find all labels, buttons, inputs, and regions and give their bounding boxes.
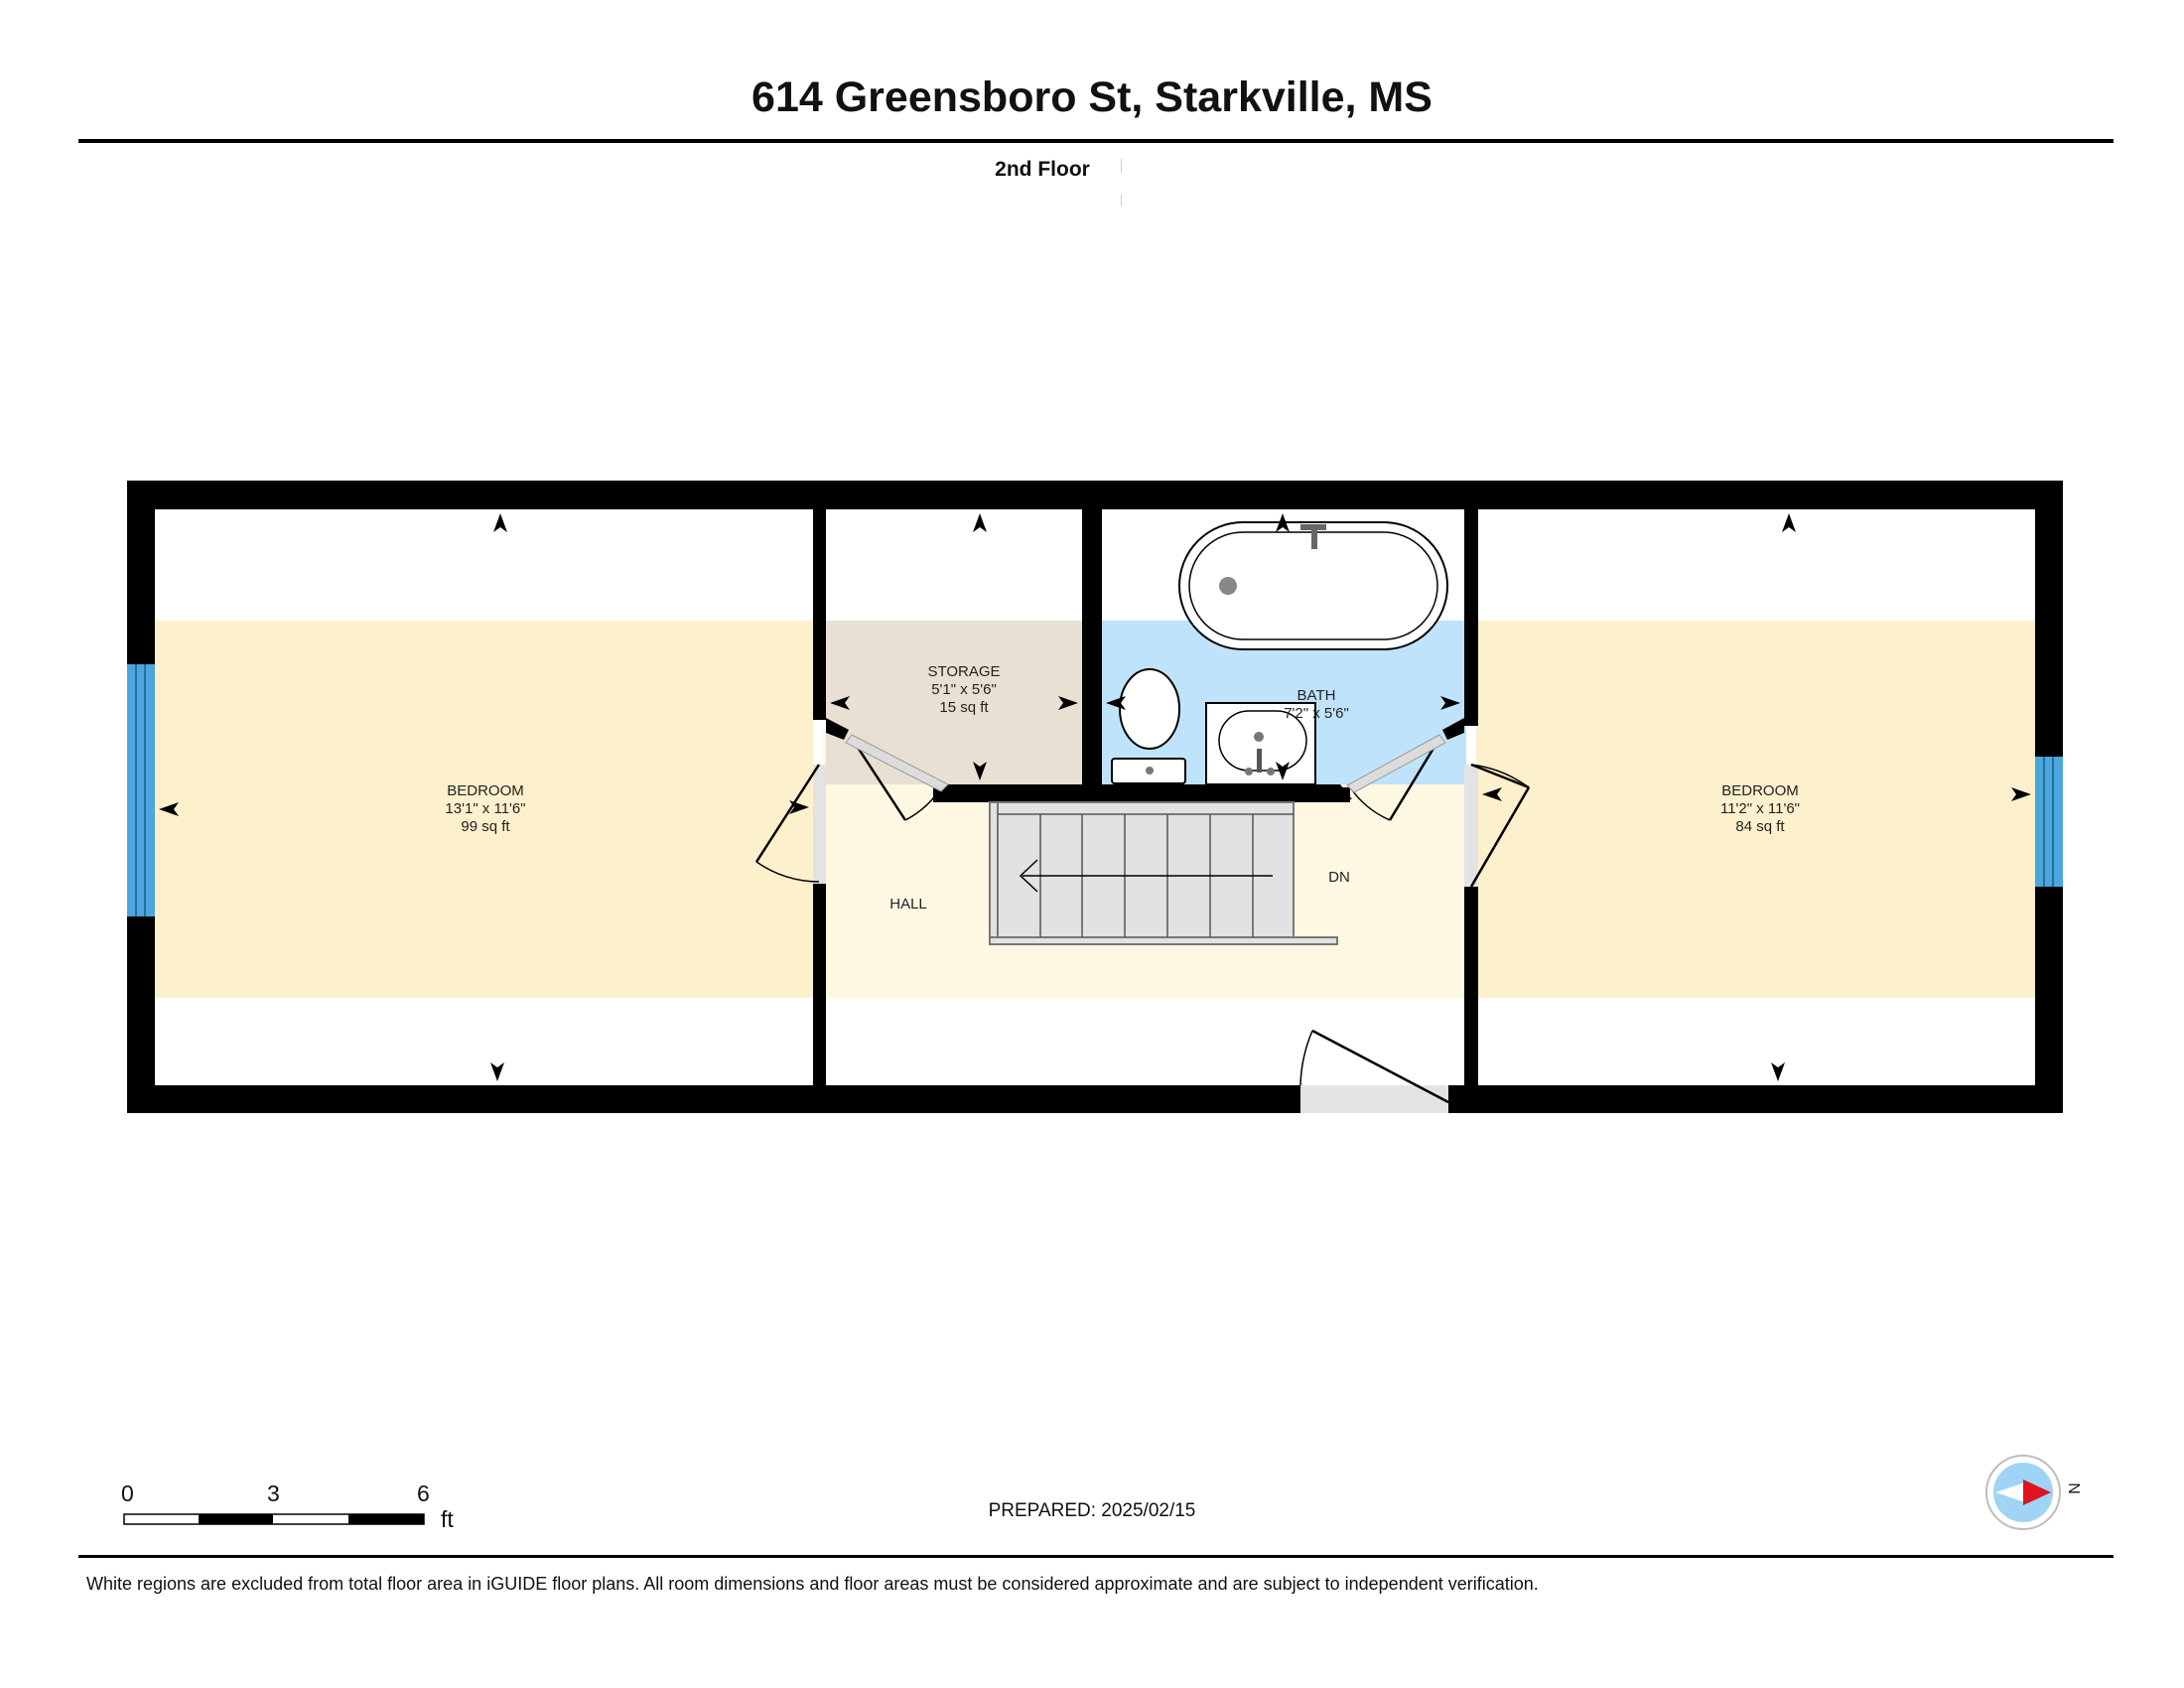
stairs <box>990 802 1337 944</box>
floor-label: 2nd Floor <box>995 158 1090 181</box>
compass <box>1983 1455 2093 1549</box>
door-opening-left <box>813 765 826 884</box>
bedroom-right-area: 84 sq ft <box>1735 818 1785 835</box>
bath-dims: 7'2" x 5'6" <box>1284 705 1349 722</box>
door-opening-right <box>1464 765 1478 887</box>
storage-name: STORAGE <box>927 663 1001 680</box>
window-left <box>127 664 155 916</box>
storage-dims: 5'1" x 5'6" <box>931 681 997 698</box>
compass-north-label: N <box>2064 1482 2082 1494</box>
bedroom-left-name: BEDROOM <box>447 782 524 799</box>
compass-icon <box>1983 1455 2093 1544</box>
hall-name: HALL <box>889 896 927 913</box>
scale-tick-6: 6 <box>417 1480 430 1506</box>
storage-area: 15 sq ft <box>939 699 989 716</box>
window-right <box>2035 757 2063 887</box>
scale-bar <box>124 1514 424 1524</box>
prepared-date: PREPARED: 2025/02/15 <box>988 1500 1196 1521</box>
bedroom-right-name: BEDROOM <box>1721 782 1799 799</box>
footer-rule <box>78 1555 2114 1558</box>
page-title: 614 Greensboro St, Starkville, MS <box>751 73 1433 121</box>
scale-unit: ft <box>441 1506 454 1532</box>
bedroom-left-area: 99 sq ft <box>461 818 510 835</box>
scale-tick-3: 3 <box>267 1480 280 1506</box>
bedroom-left-dims: 13'1" x 11'6" <box>445 800 526 817</box>
disclaimer-text: White regions are excluded from total floor area in iGUIDE floor plans. All room dimensions and floor areas must be considered approximate and are subject to independent verification. <box>86 1574 1539 1594</box>
stairs-label: DN <box>1328 869 1350 886</box>
bath-name: BATH <box>1297 687 1336 704</box>
bathtub <box>1179 522 1447 649</box>
bedroom-right-dims: 11'2" x 11'6" <box>1719 800 1801 817</box>
scale-tick-0: 0 <box>121 1480 134 1506</box>
